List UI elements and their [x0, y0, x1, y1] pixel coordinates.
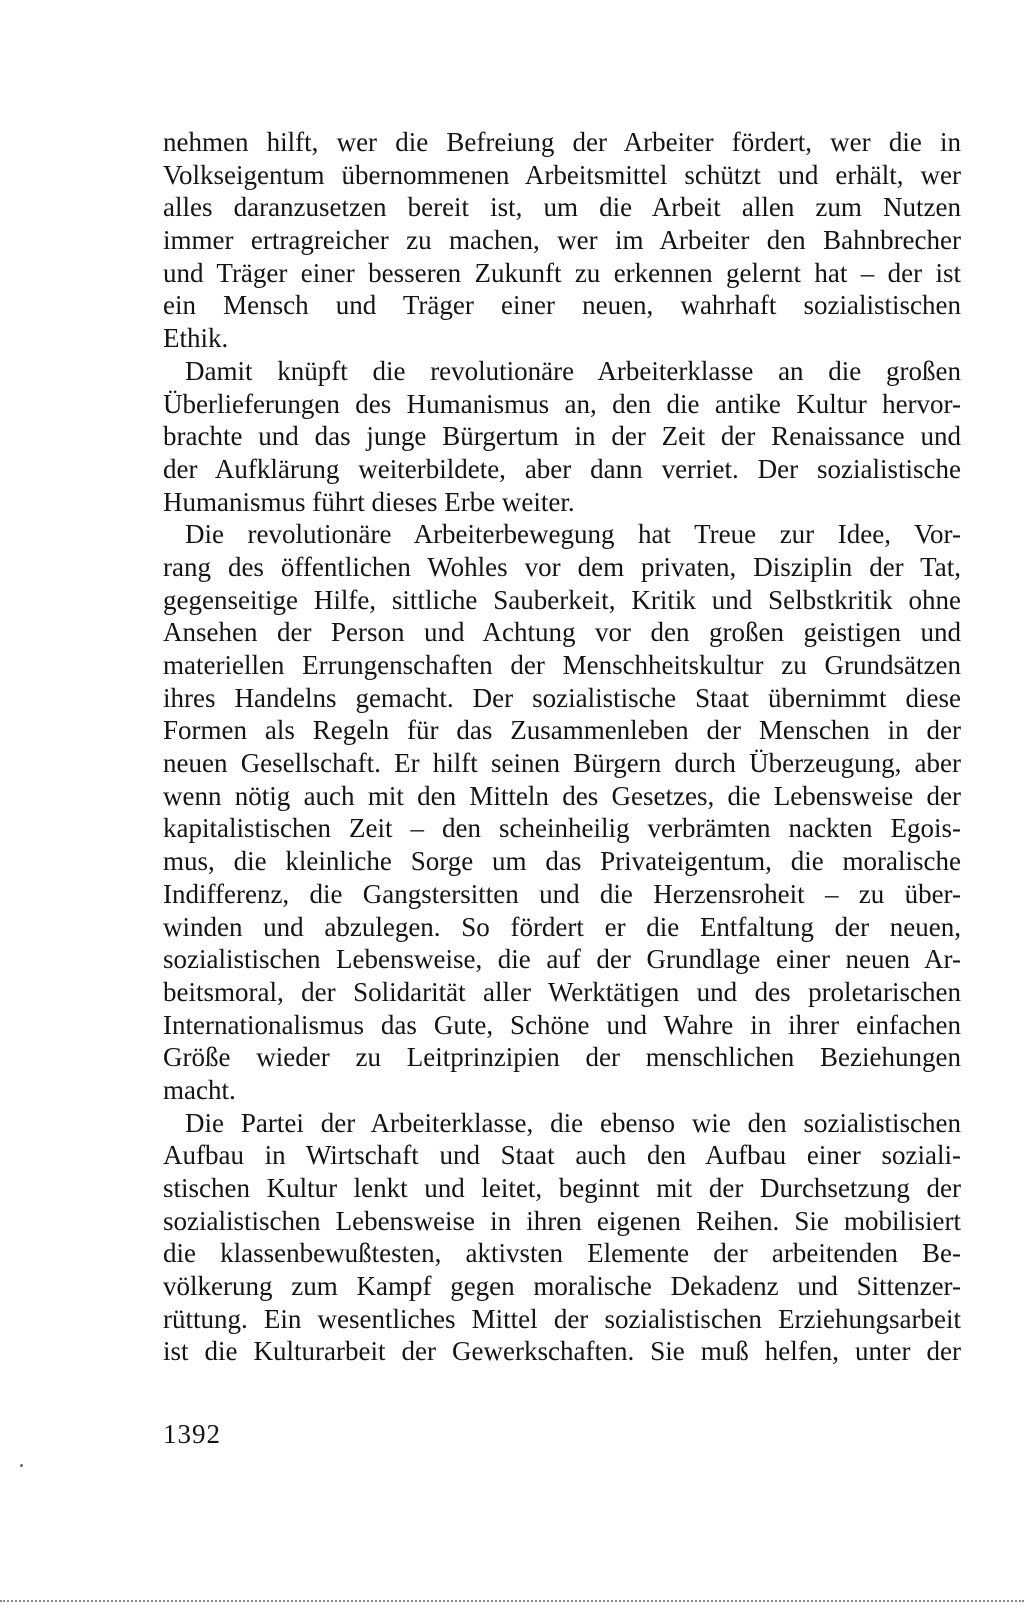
text-line: ihres Handelns gemacht. Der sozialistische Staat übernimmt diese	[163, 682, 961, 713]
text-line: winden und abzulegen. So fördert er die Entfaltung der neuen,	[163, 911, 961, 942]
text-line: macht.	[163, 1074, 236, 1105]
text-line: und Träger einer besseren Zukunft zu erkennen gelernt hat – der ist	[163, 257, 961, 288]
text-line: Ethik.	[163, 323, 229, 354]
text-line: Damit knüpft die revolutionäre Arbeiterklasse an die großen	[185, 355, 961, 386]
text-line: sozialistischen Lebensweise, die auf der Grundlage einer neuen Ar-	[163, 944, 961, 975]
text-line: Aufbau in Wirtschaft und Staat auch den Aufbau einer soziali-	[163, 1140, 961, 1171]
text-line: Indifferenz, die Gangstersitten und die Herzensroheit – zu über-	[163, 878, 961, 909]
text-line: alles daranzusetzen bereit ist, um die Arbeit allen zum Nutzen	[163, 192, 961, 223]
text-line: die klassenbewußtesten, aktivsten Elemente der arbeitenden Be-	[163, 1238, 961, 1269]
text-line: beitsmoral, der Solidarität aller Werktätigen und des proletarischen	[163, 976, 961, 1007]
text-line: Internationalismus das Gute, Schöne und Wahre in ihrer einfachen	[163, 1009, 961, 1040]
text-line: brachte und das junge Bürgertum in der Zeit der Renaissance und	[163, 421, 961, 452]
text-line: gegenseitige Hilfe, sittliche Sauberkeit, Kritik und Selbstkritik ohne	[163, 584, 961, 615]
text-line: neuen Gesellschaft. Er hilft seinen Bürgern durch Überzeugung, aber	[163, 748, 961, 779]
text-line: Ansehen der Person und Achtung vor den großen geistigen und	[163, 617, 961, 648]
text-line: der Aufklärung weiterbildete, aber dann verriet. Der sozialistische	[163, 453, 961, 484]
text-line: sozialistischen Lebensweise in ihren eigenen Reihen. Sie mobilisiert	[163, 1205, 961, 1236]
text-line: ist die Kulturarbeit der Gewerkschaften. Sie muß helfen, unter der	[163, 1336, 961, 1367]
text-line: rüttung. Ein wesentliches Mittel der sozialistischen Erziehungsarbeit	[163, 1303, 961, 1334]
scan-edge-line	[0, 1600, 1024, 1602]
body-text	[163, 126, 961, 1368]
text-line: stischen Kultur lenkt und leitet, beginnt mit der Durchsetzung der	[163, 1173, 961, 1203]
page-number: 1392	[163, 1419, 221, 1449]
text-line: Humanismus führt dieses Erbe weiter.	[163, 486, 575, 517]
text-line: nehmen hilft, wer die Befreiung der Arbeiter fördert, wer die in	[163, 127, 961, 157]
text-line: völkerung zum Kampf gegen moralische Dekadenz und Sittenzer-	[163, 1271, 961, 1302]
text-line: Formen als Regeln für das Zusammenleben der Menschen in der	[163, 715, 961, 746]
text-line: mus, die kleinliche Sorge um das Privateigentum, die moralische	[163, 846, 961, 877]
text-line: rang des öffentlichen Wohles vor dem privaten, Disziplin der Tat,	[163, 551, 961, 582]
text-line: kapitalistischen Zeit – den scheinheilig verbrämten nackten Egois-	[163, 813, 961, 844]
text-line: materiellen Errungenschaften der Menschheitskultur zu Grundsätzen	[163, 650, 961, 680]
text-line: Volkseigentum übernommenen Arbeitsmittel schützt und erhält, wer	[163, 159, 961, 190]
text-line: wenn nötig auch mit den Mitteln des Gesetzes, die Lebensweise der	[163, 780, 961, 811]
text-line: ein Mensch und Träger einer neuen, wahrhaft sozialistischen	[163, 290, 961, 321]
text-line: immer ertragreicher zu machen, wer im Arbeiter den Bahnbrecher	[163, 225, 961, 256]
scan-speck	[20, 1464, 23, 1467]
text-line: Größe wieder zu Leitprinzipien der menschlichen Beziehungen	[163, 1042, 961, 1073]
text-line: Die Partei der Arbeiterklasse, die ebenso wie den sozialistischen	[185, 1107, 961, 1138]
text-line: Überlieferungen des Humanismus an, den die antike Kultur hervor-	[163, 388, 961, 419]
text-line: Die revolutionäre Arbeiterbewegung hat Treue zur Idee, Vor-	[185, 519, 961, 550]
